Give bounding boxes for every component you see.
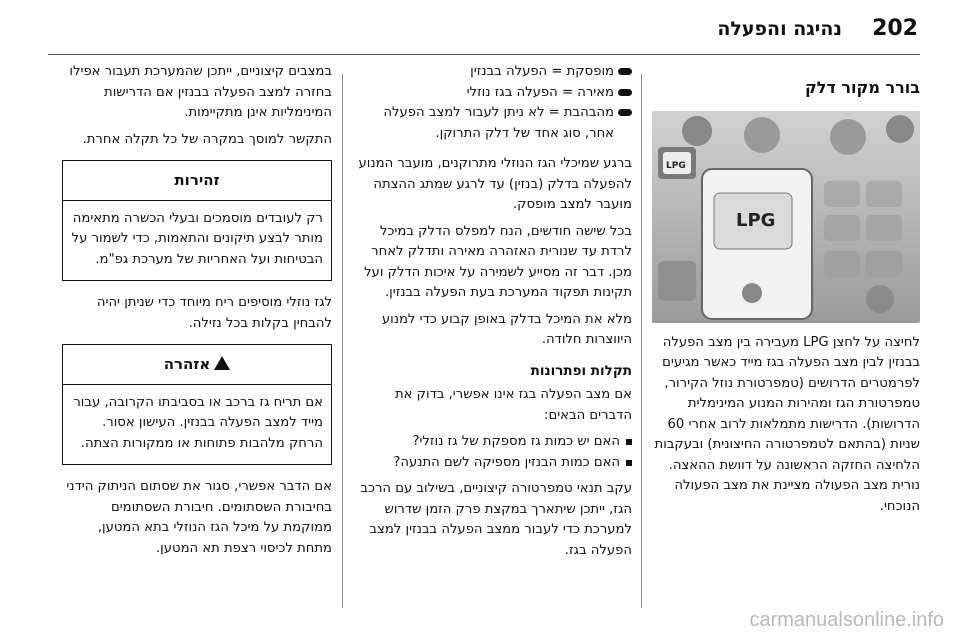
list-item [352, 453, 632, 474]
caution-box [62, 160, 332, 281]
column-divider-1 [641, 74, 642, 608]
paragraph: אם מצב הפעלה בגז אינו אפשרי, בדוק את הדברים הבאים: [394, 387, 632, 423]
warning-triangle-icon [214, 356, 230, 370]
warning-body: אם תריח גז ברכב או בסביבתו הקרובה, עבור מייד למצב הפעלה בבנזין. העישון אסור. הרחק מלהבות פתוחות או ממקורות הצתה. [73, 394, 323, 451]
paragraph: אם הדבר אפשרי, סגור את שסתום הניתוק הידני בחיבורת השסתומים. חיבורת השסתומים ממוקמת על מיכל הגז הנוזלי בתא המטען, מתחת לכיסוי רצפת תא המטען. [66, 479, 332, 556]
watermark: carmanualsonline.info [749, 609, 944, 631]
control-panel-illustration [652, 111, 920, 323]
section-heading: בורר מקור דלק [804, 78, 920, 97]
led-state-label: מופסקת [566, 64, 614, 79]
led-state-off [352, 62, 632, 83]
lpg-label-small: LPG [666, 160, 686, 171]
paragraph: לגז נוזלי מוסיפים ריח מיוחד כדי שניתן יהיה להבחין בקלות בכל נזילה. [96, 295, 332, 331]
list-item-text: האם כמות הבנזין מספיקה לשם התנעה? [393, 454, 620, 470]
column-middle [352, 62, 632, 567]
column-right [652, 78, 920, 523]
led-state-flashing [352, 103, 632, 144]
caution-body: רק לעובדים מוסמכים ובעלי הכשרה מתאימה מותר לבצע תיקונים והתאמות, כדי לשמור על הבטיחות ועל האחריות של מערכת גפ"מ. [71, 210, 323, 267]
warning-header [63, 345, 331, 385]
paragraph: במצבים קיצוניים, ייתכן שהמערכת תעבור אפילו בחזרה למצב הפעלה בבנזין אם הדרישות המינימליות אינן מתקיימות. [69, 64, 332, 120]
indicator-led-icon [618, 109, 632, 116]
paragraph: מלא את המיכל בדלק באופן קבוע כדי למנוע היווצרות חלודה. [381, 311, 632, 347]
paragraph: בכל שישה חודשים, הנח למפלס הדלק במיכל לרדת עד שנורית האזהרה מאירה ותדלק לאחר מכן. דבר זה מסייע לשמירה על איכות הדלק ועל תקינות תפקוד המערכת בעת הפעלה בבנזין. [364, 223, 632, 300]
paragraph: עקב תנאי טמפרטורה קיצוניים, בשילוב עם הרכב הגז, ייתכן שיתארך במקצת פרק הזמן שדרוש למערכת כדי לעבור ממצב הפעלה בבנזין למצב הפעלה בגז. [360, 481, 632, 558]
paragraph: התקשר למוסך במקרה של כל תקלה אחרת. [82, 131, 332, 147]
list-item-text: האם יש כמות גז מספקת של גז נוזלי? [412, 434, 620, 449]
chapter-title: נהיגה והפעלה [717, 18, 842, 40]
lpg-button-description: לחיצה על לחצן LPG מעבירה בין מצב הפעלה בבנזין לבין מצב הפעלה בגז מייד כאשר מגיעים לפרמטרים הדרושים (טמפרטורת נוזל הקירור, טמפרטורת הגז ומהירות המנוע המינימלית הדרושות). הדרישות מתמלאות לרוב אחרי 60 שניות (בהתאם לטמפרטורה החיצונית) ובעקבות הלחיצה החזקה הראשונה על דוושת ההאצה. נורית מצב הפעולה מציינת את מצב הפעולה הנוכחי. [654, 334, 920, 514]
bullet-square-icon [626, 460, 632, 466]
led-state-label: מאירה [577, 84, 614, 100]
warning-box [62, 344, 332, 465]
led-state-meaning: = לא ניתן לעבור למצב הפעלה אחר, סוג אחד של דלק התרוקן. [383, 105, 614, 141]
led-state-meaning: = הפעלה בבנזין [470, 64, 563, 79]
lpg-button-label: LPG [736, 209, 776, 231]
led-state-on [352, 83, 632, 104]
subheading-troubleshooting: תקלות ופתרונות [530, 362, 632, 379]
column-left [62, 62, 332, 565]
bullet-square-icon [626, 439, 632, 445]
indicator-led-icon [618, 68, 632, 75]
paragraph: ברגע שמיכלי הגז הנוזלי מתרוקנים, מועבר המנוע להפעלה בדלק (בנזין) עד לרגע שמתג ההצתה מועבר למצב מופסק. [358, 156, 632, 212]
warning-title: אזהרה [163, 355, 211, 373]
caution-title: זהירות [63, 161, 331, 201]
list-item [352, 432, 632, 453]
column-divider-2 [342, 74, 343, 608]
lpg-switch-photo [652, 111, 920, 323]
led-state-label: מהבהבת [563, 105, 614, 120]
header-rule [48, 54, 920, 55]
indicator-led-icon [618, 89, 632, 96]
led-state-meaning: = הפעלה בגז נוזלי [466, 84, 574, 100]
page-number: 202 [872, 16, 918, 41]
